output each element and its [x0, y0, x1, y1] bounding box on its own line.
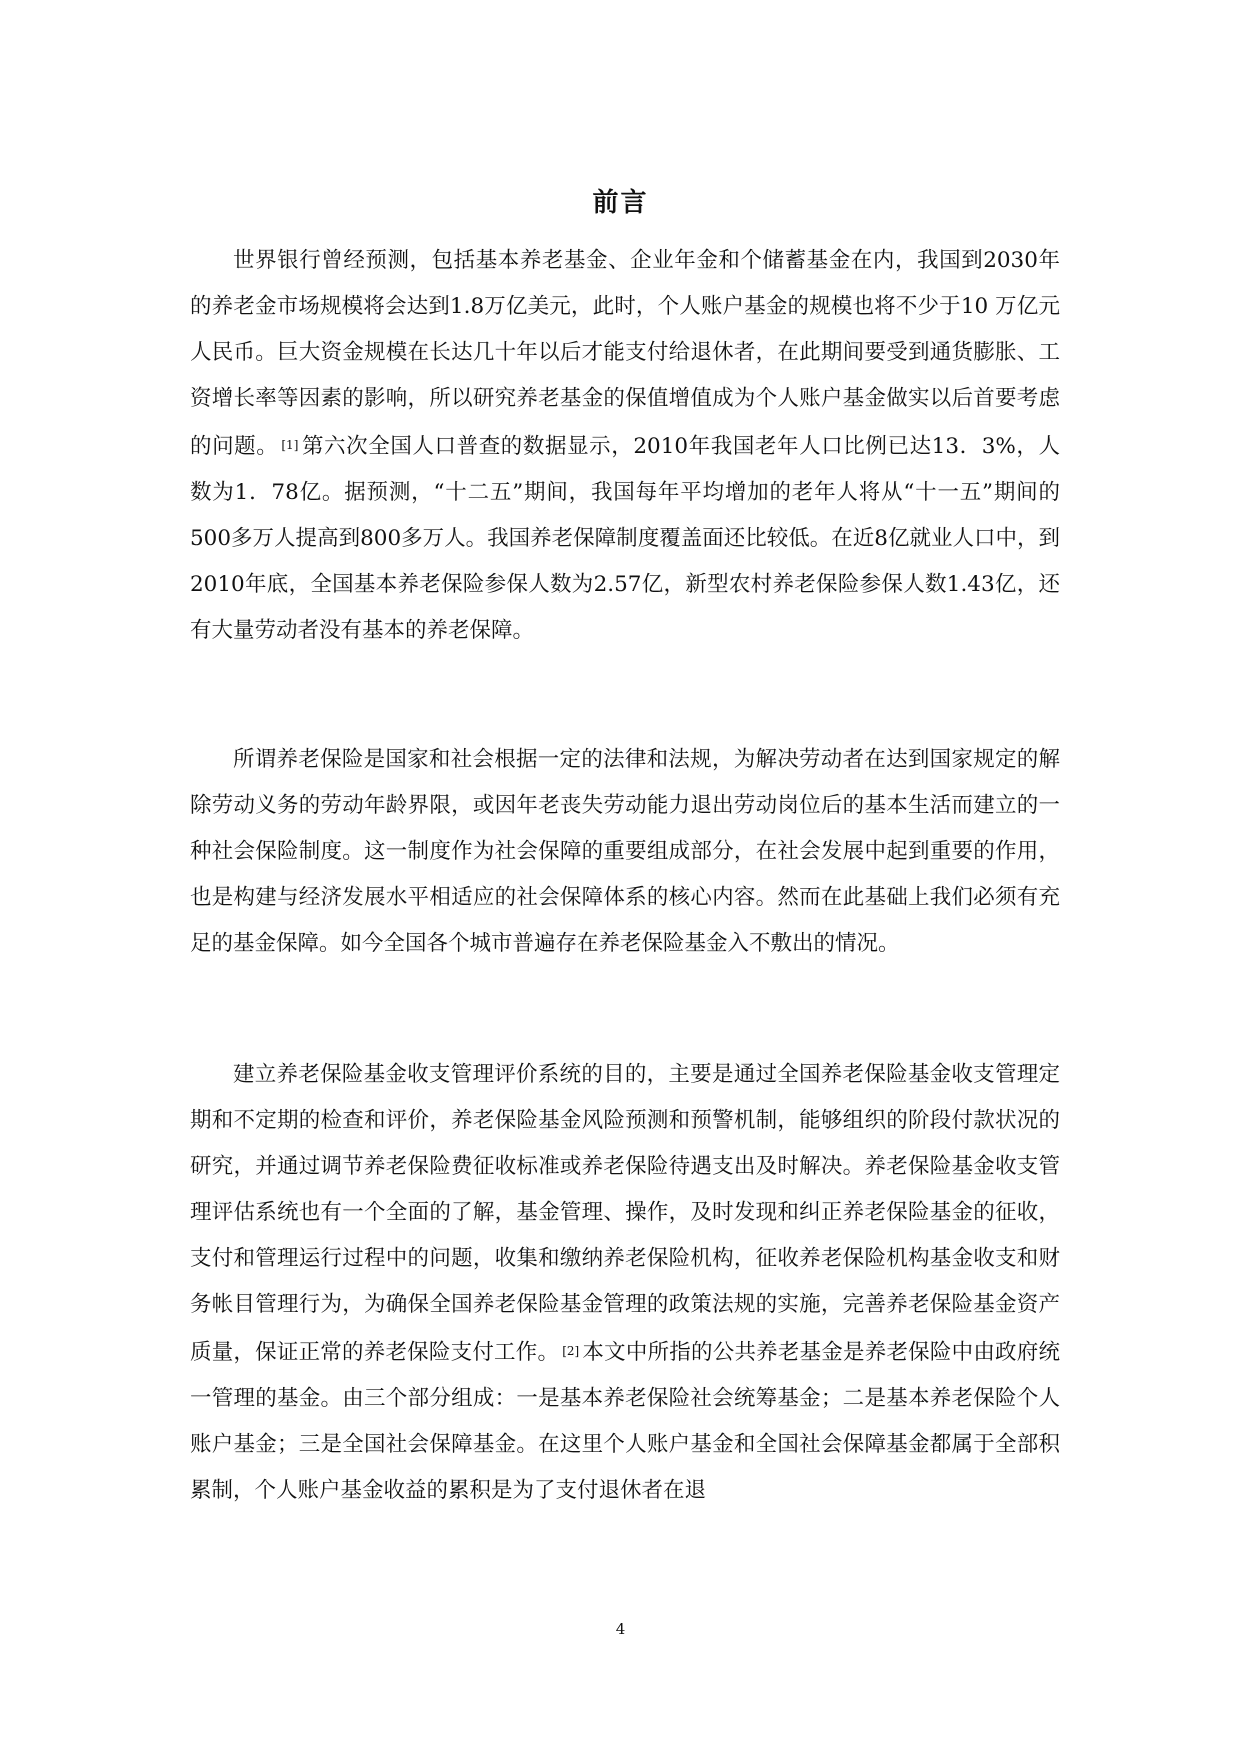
paragraph-3: [190, 1052, 1060, 1514]
paragraph-2-text: 所谓养老保险是国家和社会根据一定的法律和法规，为解决劳动者在达到国家规定的解除劳动义务的劳动年龄界限，或因年老丧失劳动能力退出劳动岗位后的基本生活而建立的一种社会保险制度。这一制度作为社会保障的重要组成部分，在社会发展中起到重要的作用，也是构建与经济发展水平相适应的社会保障体系的核心内容。然而在此基础上我们必须有充足的基金保障。如今全国各个城市普遍存在养老保险基金入不敷出的情况。: [190, 747, 1060, 956]
citation-1: [1]: [281, 438, 299, 452]
citation-2: [2]: [562, 1344, 580, 1358]
paragraph-3-text-part-1: 建立养老保险基金收支管理评价系统的目的，主要是通过全国养老保险基金收支管理定期和不定期的检查和评价，养老保险基金风险预测和预警机制，能够组织的阶段付款状况的研究，并通过调节养老保险费征收标准或养老保险待遇支出及时解决。养老保险基金收支管理评估系统也有一个全面的了解，基金管理、操作，及时发现和纠正养老保险基金的征收，支付和管理运行过程中的问题，收集和缴纳养老保险机构，征收养老保险机构基金收支和财务帐目管理行为，为确保全国养老保险基金管理的政策法规的实施，完善养老保险基金资产质量，保证正常的养老保险支付工作。: [190, 1062, 1060, 1365]
paragraph-1-text-part-1: 世界银行曾经预测，包括基本养老基金、企业年金和个储蓄基金在内，我国到2030年的养老金市场规模将会达到1.8万亿美元，此时，个人账户基金的规模也将不少于10 万亿元人民币。巨大资金规模在长达几十年以后才能支付给退休者，在此期间要受到通货膨胀、工资增长率等因素的影响，所以研究养老基金的保值增值成为个人账户基金做实以后首要考虑的问题。: [190, 248, 1060, 459]
paragraph-3-text-part-2: 本文中所指的公共养老基金是养老保险中由政府统一管理的基金。由三个部分组成：一是基本养老保险社会统筹基金；二是基本养老保险个人账户基金；三是全国社会保障基金。在这里个人账户基金和全国社会保障基金都属于全部积累制，个人账户基金收益的累积是为了支付退休者在退: [190, 1340, 1060, 1503]
page-title: 前言: [592, 188, 649, 218]
paragraph-1-text-part-2: 第六次全国人口普查的数据显示，2010年我国老年人口比例已达13．3%，人数为1．78亿。据预测，“十二五”期间，我国每年平均增加的老年人将从“十一五”期间的500多万人提高到800多万人。我国养老保障制度覆盖面还比较低。在近8亿就业人口中，到2010年底，全国基本养老保险参保人数为2.57亿，新型农村养老保险参保人数1.43亿，还有大量劳动者没有基本的养老保障。: [190, 434, 1060, 643]
paragraph-1: [190, 238, 1060, 654]
paragraph-2: [190, 737, 1060, 967]
page-number: 4: [615, 1620, 626, 1638]
